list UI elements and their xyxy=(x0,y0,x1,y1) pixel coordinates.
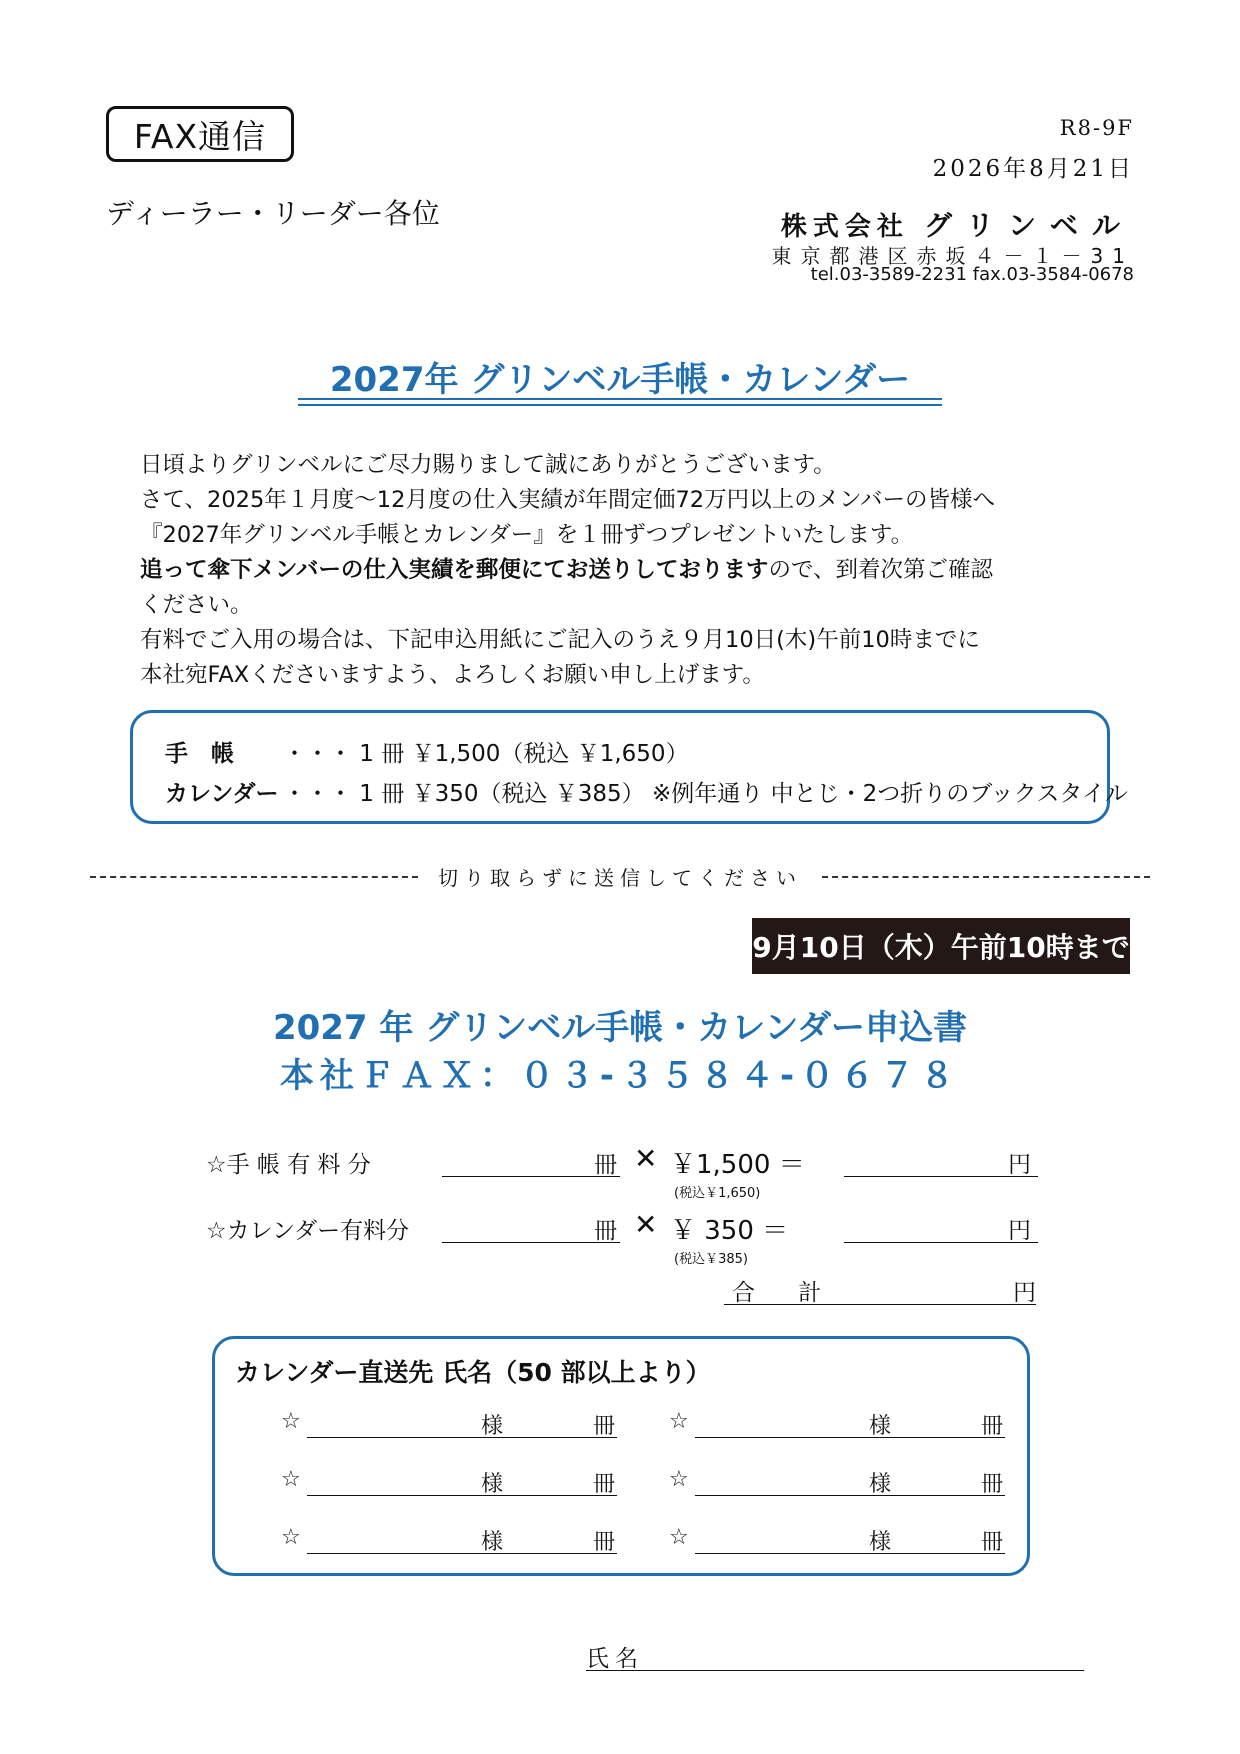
total-row xyxy=(724,1270,1036,1310)
body-line-rest: ので、到着次第ご確認 xyxy=(768,557,993,583)
body-line: 有料でご入用の場合は、下記申込用紙にご記入のうえ９月10日(木)午前10時までに xyxy=(140,627,980,653)
addressee: ディーラー・リーダー各位 xyxy=(106,197,440,230)
fax-label: FAX通信 xyxy=(133,116,267,156)
copies-unit: 冊 xyxy=(592,1414,615,1439)
star-icon: ☆ xyxy=(669,1467,689,1492)
honorific: 様 xyxy=(481,1530,504,1555)
honorific: 様 xyxy=(869,1530,892,1555)
deadline-text: 9月10日（木）午前10時まで xyxy=(752,931,1130,964)
body-line: 日頃よりグリンベルにご尽力賜りまして誠にありがとうございます。 xyxy=(140,452,836,478)
body-line: 本社宛FAXくださいますよう、よろしくお願い申し上げます。 xyxy=(140,662,765,688)
company xyxy=(781,204,1134,244)
price-row-calendar xyxy=(165,775,1128,808)
body-line: さて、2025年１月度～12月度の仕入実績が年間定価72万円以上のメンバーの皆様へ xyxy=(140,487,995,513)
order-yen: 円 xyxy=(1008,1218,1031,1244)
body-emphasis: 追って傘下メンバーの仕入実績を郵便にてお送りしております xyxy=(140,557,769,583)
shipping-title: カレンダー直送先 氏名（50 部以上より） xyxy=(235,1358,711,1387)
form-title: 2027 年 グリンベル手帳・カレンダー申込書 xyxy=(272,1008,968,1048)
copies-unit: 冊 xyxy=(980,1530,1003,1555)
company-prefix: 株式会社 xyxy=(780,212,909,242)
copies-unit: 冊 xyxy=(980,1414,1003,1439)
page-title: 2027年 グリンベル手帳・カレンダー xyxy=(329,360,911,400)
star-icon: ☆ xyxy=(669,1525,689,1550)
title-underline-2 xyxy=(298,404,942,406)
total-label: 合 計 xyxy=(732,1280,840,1306)
order-tax-note: (税込￥385) xyxy=(674,1252,748,1267)
fax-label-box xyxy=(106,106,294,162)
shipping-entry[interactable] xyxy=(281,1465,617,1499)
order-row-calendar xyxy=(206,1206,1046,1267)
star-icon: ☆ xyxy=(281,1409,301,1434)
order-label: ☆カレンダー有料分 xyxy=(206,1218,410,1244)
price-detail: ・・・ 1 冊 ￥1,500（税込 ￥1,650） xyxy=(283,741,689,767)
company-address: 東京都港区赤坂４－１－31 xyxy=(771,244,1134,268)
name-row xyxy=(586,1640,1084,1676)
document-date: 2026年8月21日 xyxy=(932,156,1134,182)
order-row-notebook xyxy=(206,1140,1046,1201)
form-fax-number: 本社ＦＡＸ：０３-３５８４-０６７８ xyxy=(279,1056,961,1096)
price-label: カレンダー xyxy=(165,781,279,807)
order-yen: 円 xyxy=(1008,1152,1031,1178)
order-label: ☆手 帳 有 料 分 xyxy=(206,1152,371,1178)
copies-unit: 冊 xyxy=(980,1472,1003,1497)
star-icon: ☆ xyxy=(669,1409,689,1434)
times-icon: ✕ xyxy=(634,1208,658,1241)
price-box xyxy=(130,710,1128,824)
honorific: 様 xyxy=(481,1414,504,1439)
shipping-entry[interactable] xyxy=(669,1465,1005,1499)
document-number: R8-9F xyxy=(1059,116,1134,140)
price-detail: ・・・ 1 冊 ￥350（税込 ￥385） ※例年通り 中とじ・2つ折りのブックスタイル xyxy=(283,781,1128,807)
copies-unit: 冊 xyxy=(592,1472,615,1497)
honorific: 様 xyxy=(869,1472,892,1497)
deadline-badge xyxy=(752,918,1130,974)
name-field[interactable] xyxy=(586,1670,1084,1671)
cut-line xyxy=(90,862,1150,892)
price-row-notebook xyxy=(165,735,689,768)
star-icon: ☆ xyxy=(281,1525,301,1550)
honorific: 様 xyxy=(869,1414,892,1439)
name-label: 氏名 xyxy=(586,1646,644,1672)
body-line: ください。 xyxy=(140,592,253,618)
shipping-entry[interactable] xyxy=(281,1407,617,1441)
star-icon: ☆ xyxy=(281,1467,301,1492)
shipping-entry[interactable] xyxy=(669,1407,1005,1441)
order-unit: 冊 xyxy=(594,1218,617,1244)
honorific: 様 xyxy=(481,1472,504,1497)
times-icon: ✕ xyxy=(634,1142,658,1175)
body-line xyxy=(140,553,1110,588)
copies-unit: 冊 xyxy=(592,1530,615,1555)
order-unit: 冊 xyxy=(594,1152,617,1178)
body-line: 『2027年グリンベル手帳とカレンダー』を１冊ずつプレゼントいたします。 xyxy=(140,522,914,548)
company-name: グリンベル xyxy=(923,209,1134,242)
body-text xyxy=(140,448,1110,693)
shipping-entry[interactable] xyxy=(669,1523,1005,1557)
total-field[interactable] xyxy=(724,1304,1036,1305)
shipping-entry[interactable] xyxy=(281,1523,617,1557)
shipping-box xyxy=(212,1336,1030,1576)
company-tel-fax: tel.03-3589-2231 fax.03-3584-0678 xyxy=(810,264,1134,285)
order-tax-note: (税込￥1,650) xyxy=(674,1186,761,1201)
order-price: ￥ 350 ＝ xyxy=(670,1216,789,1246)
title-underline xyxy=(298,398,942,400)
price-label: 手 帳 xyxy=(165,741,234,767)
total-yen: 円 xyxy=(1013,1280,1036,1306)
cut-instruction: 切り取らずに送信してください xyxy=(426,866,814,890)
order-price: ￥1,500 ＝ xyxy=(670,1150,805,1180)
dashed-line-right xyxy=(822,876,1150,878)
